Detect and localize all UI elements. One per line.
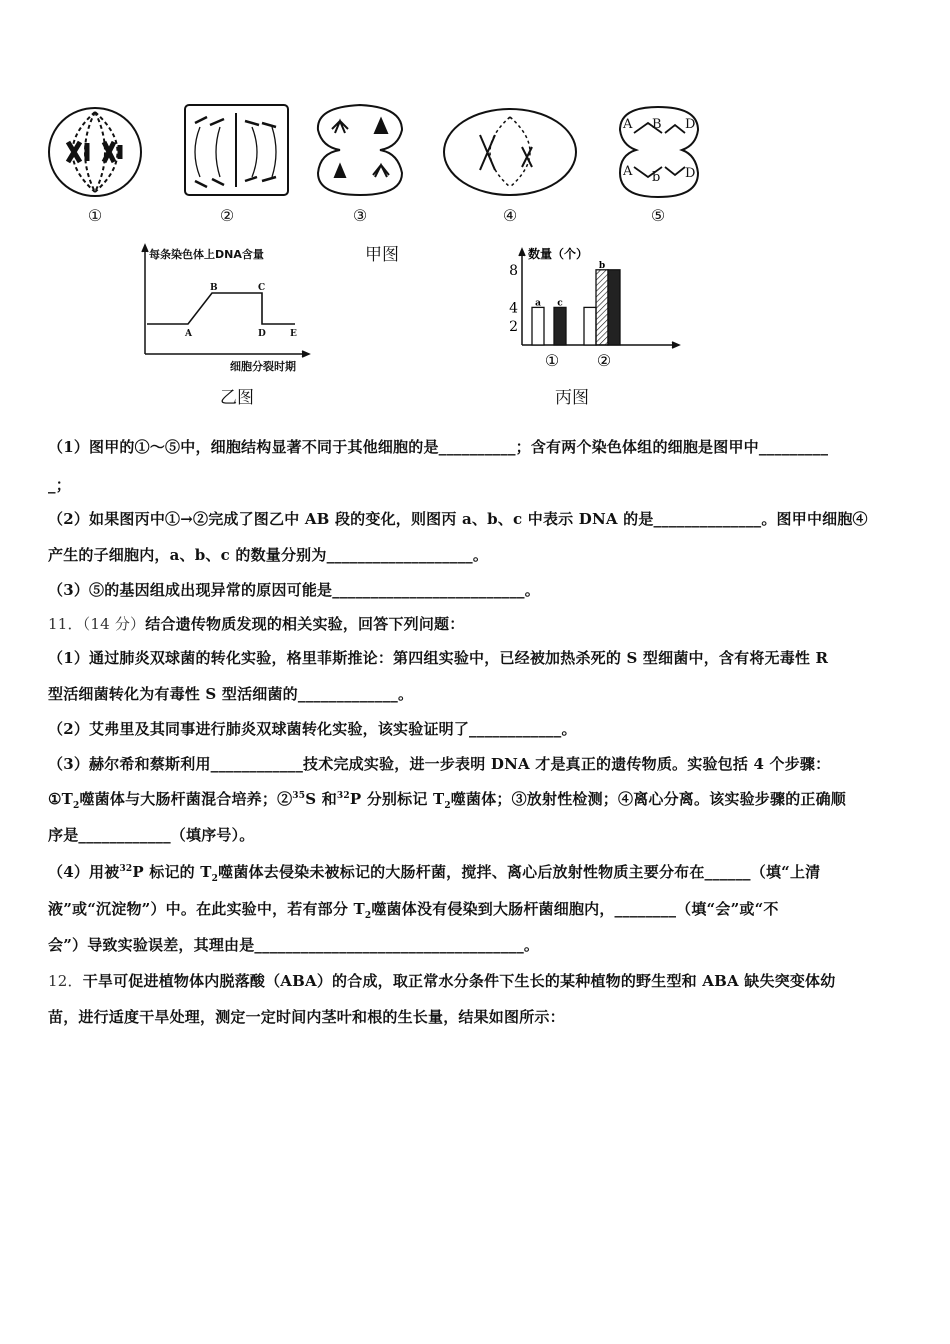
point-label: C (258, 283, 266, 293)
q11-part3-line3: 序是____________（填序号）。 (48, 826, 255, 844)
gene-label: B (652, 117, 662, 132)
bar-a-group2 (584, 307, 596, 345)
figure-yi-caption: 乙图 (220, 388, 254, 408)
q11-part4-line2: 液”或“沉淀物”）中。在此实验中，若有部分 $T_2$噬菌体没有侵染到大肠杆菌细胞内，________（填“会”或“不 (48, 900, 779, 921)
gene-label: b (652, 170, 661, 185)
bar-b-group2 (596, 270, 608, 345)
x-axis-label: 细胞分裂时期 (230, 360, 296, 373)
cell-4-drawing (444, 109, 576, 195)
bar-a-group1 (532, 307, 544, 345)
cell-label-2: ② (219, 206, 235, 225)
figure-jia-cells (40, 95, 730, 230)
bar-label: a (535, 298, 541, 309)
cell-label-5: ⑤ (650, 206, 666, 225)
y-axis-label: 每条染色体上DNA含量 (149, 248, 264, 261)
y-tick-label: 8 (509, 262, 518, 279)
category-label: ① (544, 351, 560, 370)
bar-label: b (598, 260, 606, 271)
gene-label: A (623, 117, 633, 132)
figure-jia-caption: 甲图 (365, 245, 399, 265)
q11-part3-line2: $①T_2$噬菌体与大肠杆菌混合培养；②$^{35}$S 和$^{32}$P 分别标记 $T_2$噬菌体；③放射性检测；④离心分离。该实验步骤的正确顺 (48, 790, 846, 811)
cell-label-1: ① (87, 206, 103, 225)
figure-bing-caption: 丙图 (555, 388, 589, 408)
q12-line1: 12．干旱可促进植物体内脱落酸（ABA）的合成，取正常水分条件下生长的某种植物的野生型和 ABA 缺失突变体幼 (48, 972, 836, 990)
bar-label: c (557, 298, 563, 309)
category-label: ② (596, 351, 612, 370)
q10-part2-line1: （2）如果图丙中①→②完成了图乙中 AB 段的变化，则图丙 a、b、c 中表示 DNA 的是______________。图甲中细胞④ (48, 510, 868, 528)
point-label: A (185, 329, 192, 339)
cell-label-4: ④ (502, 206, 518, 225)
q10-part1-line1: （1）图甲的①～⑤中，细胞结构显著不同于其他细胞的是__________；含有两个染色体组的细胞是图甲中_________ (48, 438, 829, 456)
q11-stem-text: 结合遗传物质发现的相关实验，回答下列问题： (145, 615, 465, 633)
q11-part1-line1: （1）通过肺炎双球菌的转化实验，格里菲斯推论：第四组实验中，已经被加热杀死的 S 型细菌中，含有将无毒性 R (48, 649, 829, 667)
q10-part1-line2: _； (48, 476, 71, 494)
figure-bing-chart (500, 240, 690, 375)
figure-yi-graph (140, 242, 340, 377)
y-tick-label: 2 (509, 319, 518, 336)
q11-part1-line2: 型活细菌转化为有毒性 S 型活细菌的_____________。 (48, 685, 414, 703)
q10-part3: （3）⑤的基因组成出现异常的原因可能是_________________________。 (48, 581, 540, 599)
cell-5-drawing (620, 107, 698, 197)
cell-1-drawing (49, 108, 141, 196)
q10-part2-line2: 产生的子细胞内，a、b、c 的数量分别为___________________。 (48, 546, 489, 564)
point-label: B (210, 283, 218, 293)
cell-3-drawing (318, 105, 402, 195)
point-label: D (258, 329, 266, 339)
q12-line2: 苗，进行适度干旱处理，测定一定时间内茎叶和根的生长量，结果如图所示： (48, 1008, 565, 1026)
q11-number: 11．（14 分） (48, 615, 146, 633)
point-label: E (290, 329, 297, 339)
y-axis-label: 数量（个） (528, 247, 589, 261)
q11-part3-line1: （3）赫尔希和蔡斯利用____________技术完成实验，进一步表明 DNA 才是真正的遗传物质。实验包括 4 个步骤： (48, 755, 831, 773)
q11-part4-line1: （4）用被$^{32}$P 标记的 $T_2$噬菌体去侵染未被标记的大肠杆菌，搅拌、离心后放射性物质主要分布在______（填“上清 (48, 863, 821, 884)
bar-c-group2 (608, 270, 620, 345)
q11-stem (48, 613, 464, 634)
gene-label: A (623, 164, 633, 179)
bar-c-group1 (554, 307, 566, 345)
q11-part2: （2）艾弗里及其同事进行肺炎双球菌转化实验，该实验证明了____________。 (48, 720, 577, 738)
gene-label: D (685, 117, 696, 132)
gene-label: D (685, 166, 696, 181)
cell-label-3: ③ (352, 206, 368, 225)
cell-2-drawing (185, 105, 288, 195)
q11-part4-line3: 会”）导致实验误差，其理由是___________________________________。 (48, 936, 540, 954)
q12-number: 12． (48, 972, 83, 990)
y-tick-label: 4 (509, 300, 518, 317)
